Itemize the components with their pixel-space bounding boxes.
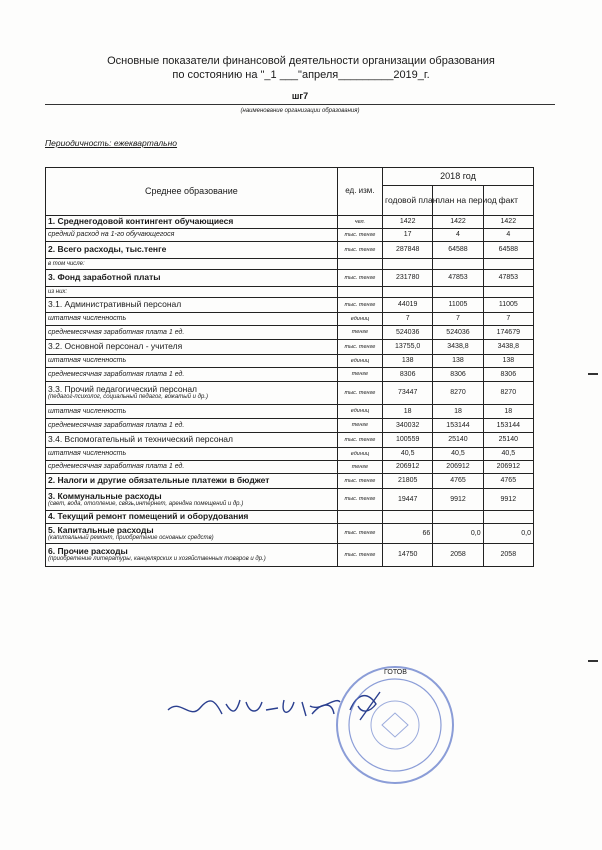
row-annual-plan: 231780 — [383, 270, 433, 287]
row-fact: 8306 — [483, 368, 533, 382]
table-row — [46, 355, 534, 368]
row-fact — [483, 287, 533, 298]
row-label: штатная численность — [48, 315, 127, 323]
margin-mark — [588, 373, 598, 375]
row-name — [46, 326, 338, 340]
row-fact: 153144 — [483, 419, 533, 433]
table-row — [46, 405, 534, 419]
row-unit: единиц — [337, 448, 382, 461]
row-unit: тенге — [337, 326, 382, 340]
row-name — [46, 216, 338, 229]
row-label: 3.4. Вспомогательный и технический персонал — [48, 434, 233, 445]
row-unit: единиц — [337, 405, 382, 419]
row-label: штатная численность — [48, 450, 127, 458]
row-period-plan: 18 — [433, 405, 483, 419]
row-sublabel: (капитальный ремонт, приобретение основных средств) — [48, 534, 214, 541]
table-row — [46, 474, 534, 489]
margin-mark — [588, 660, 598, 662]
row-fact: 7 — [483, 313, 533, 326]
row-name — [46, 524, 338, 544]
row-period-plan: 11005 — [433, 298, 483, 313]
periodicity: Периодичность: ежеквартально — [45, 138, 178, 148]
row-name — [46, 433, 338, 448]
row-fact: 0,0 — [483, 524, 533, 544]
row-annual-plan: 19447 — [383, 489, 433, 511]
row-name — [46, 313, 338, 326]
row-fact — [483, 259, 533, 270]
row-annual-plan — [383, 287, 433, 298]
row-unit: тыс. тенге — [337, 489, 382, 511]
column-header-annual-plan: годовой план — [383, 186, 433, 216]
column-header-unit: ед. изм. — [337, 168, 382, 216]
row-name — [46, 544, 338, 567]
table-row — [46, 419, 534, 433]
table-row — [46, 287, 534, 298]
row-fact: 2058 — [483, 544, 533, 567]
row-name — [46, 382, 338, 405]
row-unit: тыс. тенге — [337, 524, 382, 544]
row-annual-plan: 100559 — [383, 433, 433, 448]
table-row — [46, 368, 534, 382]
table-row — [46, 382, 534, 405]
row-period-plan: 3438,8 — [433, 340, 483, 355]
row-fact: 4 — [483, 229, 533, 242]
row-annual-plan: 138 — [383, 355, 433, 368]
row-period-plan: 138 — [433, 355, 483, 368]
row-period-plan: 1422 — [433, 216, 483, 229]
row-fact: 4765 — [483, 474, 533, 489]
row-fact: 206912 — [483, 461, 533, 474]
row-annual-plan: 17 — [383, 229, 433, 242]
row-period-plan: 25140 — [433, 433, 483, 448]
table-row — [46, 433, 534, 448]
row-label: из них: — [48, 288, 68, 295]
row-annual-plan: 66 — [383, 524, 433, 544]
table-row — [46, 229, 534, 242]
row-label: штатная численность — [48, 357, 127, 365]
row-label: 3.2. Основной персонал - учителя — [48, 341, 183, 352]
table-row — [46, 259, 534, 270]
table-row — [46, 448, 534, 461]
row-label: 2. Всего расходы, тыс.тенге — [48, 244, 167, 255]
table-row — [46, 242, 534, 259]
row-annual-plan — [383, 259, 433, 270]
row-label: 6. Прочие расходы — [48, 546, 128, 557]
row-fact: 138 — [483, 355, 533, 368]
row-name — [46, 259, 338, 270]
row-period-plan: 47853 — [433, 270, 483, 287]
table-header-row — [46, 168, 534, 186]
table-row — [46, 511, 534, 524]
row-name — [46, 419, 338, 433]
row-fact: 64588 — [483, 242, 533, 259]
row-period-plan: 7 — [433, 313, 483, 326]
row-unit — [337, 287, 382, 298]
row-fact: 174679 — [483, 326, 533, 340]
row-unit: тыс. тенге — [337, 298, 382, 313]
row-annual-plan: 287848 — [383, 242, 433, 259]
row-name — [46, 368, 338, 382]
row-period-plan: 4765 — [433, 474, 483, 489]
row-name — [46, 489, 338, 511]
row-period-plan: 524036 — [433, 326, 483, 340]
row-unit: тыс. тенге — [337, 270, 382, 287]
row-period-plan: 0,0 — [433, 524, 483, 544]
row-annual-plan: 7 — [383, 313, 433, 326]
organization-underline — [45, 104, 555, 105]
column-header-fact: факт — [483, 186, 533, 216]
row-label: среднемесячная заработная плата 1 ед. — [48, 421, 185, 429]
gotov-note: ГОТОВ — [384, 669, 407, 676]
row-unit: тыс. тенге — [337, 229, 382, 242]
row-unit: тенге — [337, 461, 382, 474]
organization-name: шг7 — [291, 91, 309, 101]
official-seal — [330, 660, 460, 790]
row-period-plan — [433, 511, 483, 524]
table-row — [46, 489, 534, 511]
table-row — [46, 313, 534, 326]
row-name — [46, 270, 338, 287]
row-period-plan: 8306 — [433, 368, 483, 382]
row-annual-plan: 1422 — [383, 216, 433, 229]
row-annual-plan: 206912 — [383, 461, 433, 474]
row-annual-plan: 8306 — [383, 368, 433, 382]
row-unit: чел. — [337, 216, 382, 229]
document-title-line-2: по состоянию на "_1 ___"апреля_________2019_г. — [172, 69, 430, 81]
row-period-plan — [433, 259, 483, 270]
row-annual-plan: 21805 — [383, 474, 433, 489]
row-fact: 3438,8 — [483, 340, 533, 355]
table-row — [46, 270, 534, 287]
table-row — [46, 524, 534, 544]
row-label: среднемесячная заработная плата 1 ед. — [48, 328, 185, 336]
row-period-plan: 2058 — [433, 544, 483, 567]
row-unit — [337, 511, 382, 524]
row-name — [46, 405, 338, 419]
table-row — [46, 340, 534, 355]
table-row — [46, 216, 534, 229]
row-annual-plan: 524036 — [383, 326, 433, 340]
row-unit: тыс. тенге — [337, 433, 382, 448]
row-label: 2. Налоги и другие обязательные платежи в бюджет — [48, 475, 270, 486]
row-period-plan: 8270 — [433, 382, 483, 405]
row-annual-plan: 13755,0 — [383, 340, 433, 355]
row-unit: единиц — [337, 313, 382, 326]
row-fact: 25140 — [483, 433, 533, 448]
row-fact: 8270 — [483, 382, 533, 405]
row-unit — [337, 259, 382, 270]
row-unit: тенге — [337, 419, 382, 433]
row-unit: тыс. тенге — [337, 242, 382, 259]
row-name — [46, 355, 338, 368]
financial-indicators-table — [45, 167, 534, 567]
row-annual-plan: 18 — [383, 405, 433, 419]
column-header-name: Среднее образование — [46, 168, 338, 216]
row-period-plan: 206912 — [433, 461, 483, 474]
row-label: 1. Среднегодовой контингент обучающиеся — [48, 216, 234, 227]
row-sublabel: (педагог-психолог, социальный педагог, вожатый и др.) — [48, 394, 208, 401]
row-period-plan: 40,5 — [433, 448, 483, 461]
row-annual-plan: 44019 — [383, 298, 433, 313]
row-name — [46, 511, 338, 524]
row-period-plan — [433, 287, 483, 298]
table-row — [46, 298, 534, 313]
row-annual-plan: 14750 — [383, 544, 433, 567]
organization-caption: (наименование организации образования) — [240, 108, 360, 114]
row-period-plan: 9912 — [433, 489, 483, 511]
row-name — [46, 229, 338, 242]
row-name — [46, 474, 338, 489]
row-label: среднемесячная заработная плата 1 ед. — [48, 370, 185, 378]
row-sublabel: (свет, вода, отопление, связь,интернет, арендна помещений и др.) — [48, 500, 244, 507]
row-label: среднемесячная заработная плата 1 ед. — [48, 463, 185, 471]
row-label: средний расход на 1-го обучающегося — [48, 231, 175, 239]
row-name — [46, 461, 338, 474]
row-name — [46, 298, 338, 313]
row-label: 5. Капитальные расходы — [48, 524, 154, 535]
row-annual-plan: 340032 — [383, 419, 433, 433]
row-name — [46, 242, 338, 259]
row-unit: тенге — [337, 368, 382, 382]
row-period-plan: 64588 — [433, 242, 483, 259]
row-label: 3. Фонд заработной платы — [48, 272, 161, 283]
row-name — [46, 340, 338, 355]
row-annual-plan: 73447 — [383, 382, 433, 405]
row-annual-plan — [383, 511, 433, 524]
row-label: 3.1. Административный персонал — [48, 299, 182, 310]
row-unit: тыс. тенге — [337, 544, 382, 567]
row-unit: единиц — [337, 355, 382, 368]
row-unit: тыс. тенге — [337, 340, 382, 355]
column-header-year: 2018 год — [383, 168, 534, 186]
row-annual-plan: 40,5 — [383, 448, 433, 461]
row-fact — [483, 511, 533, 524]
row-fact: 1422 — [483, 216, 533, 229]
row-fact: 11005 — [483, 298, 533, 313]
row-label: 3.3. Прочий педагогический персонал — [48, 384, 198, 395]
row-name — [46, 287, 338, 298]
row-sublabel: (приобретение литературы, канцелярских и хозяйственных товаров и др.) — [48, 556, 266, 563]
row-unit: тыс. тенге — [337, 382, 382, 405]
row-period-plan: 4 — [433, 229, 483, 242]
row-fact: 18 — [483, 405, 533, 419]
row-label: штатная численность — [48, 407, 127, 415]
row-label: в том числе: — [48, 260, 85, 267]
row-name — [46, 448, 338, 461]
row-fact: 47853 — [483, 270, 533, 287]
table-row — [46, 544, 534, 567]
row-period-plan: 153144 — [433, 419, 483, 433]
row-label: 4. Текущий ремонт помещений и оборудования — [48, 511, 249, 522]
row-fact: 40,5 — [483, 448, 533, 461]
column-header-period-plan: план на период — [433, 186, 483, 216]
row-unit: тыс. тенге — [337, 474, 382, 489]
document-title-line-1: Основные показатели финансовой деятельности организации образования — [107, 55, 495, 67]
table-row — [46, 326, 534, 340]
row-label: 3. Коммунальные расходы — [48, 490, 162, 501]
row-fact: 9912 — [483, 489, 533, 511]
table-row — [46, 461, 534, 474]
